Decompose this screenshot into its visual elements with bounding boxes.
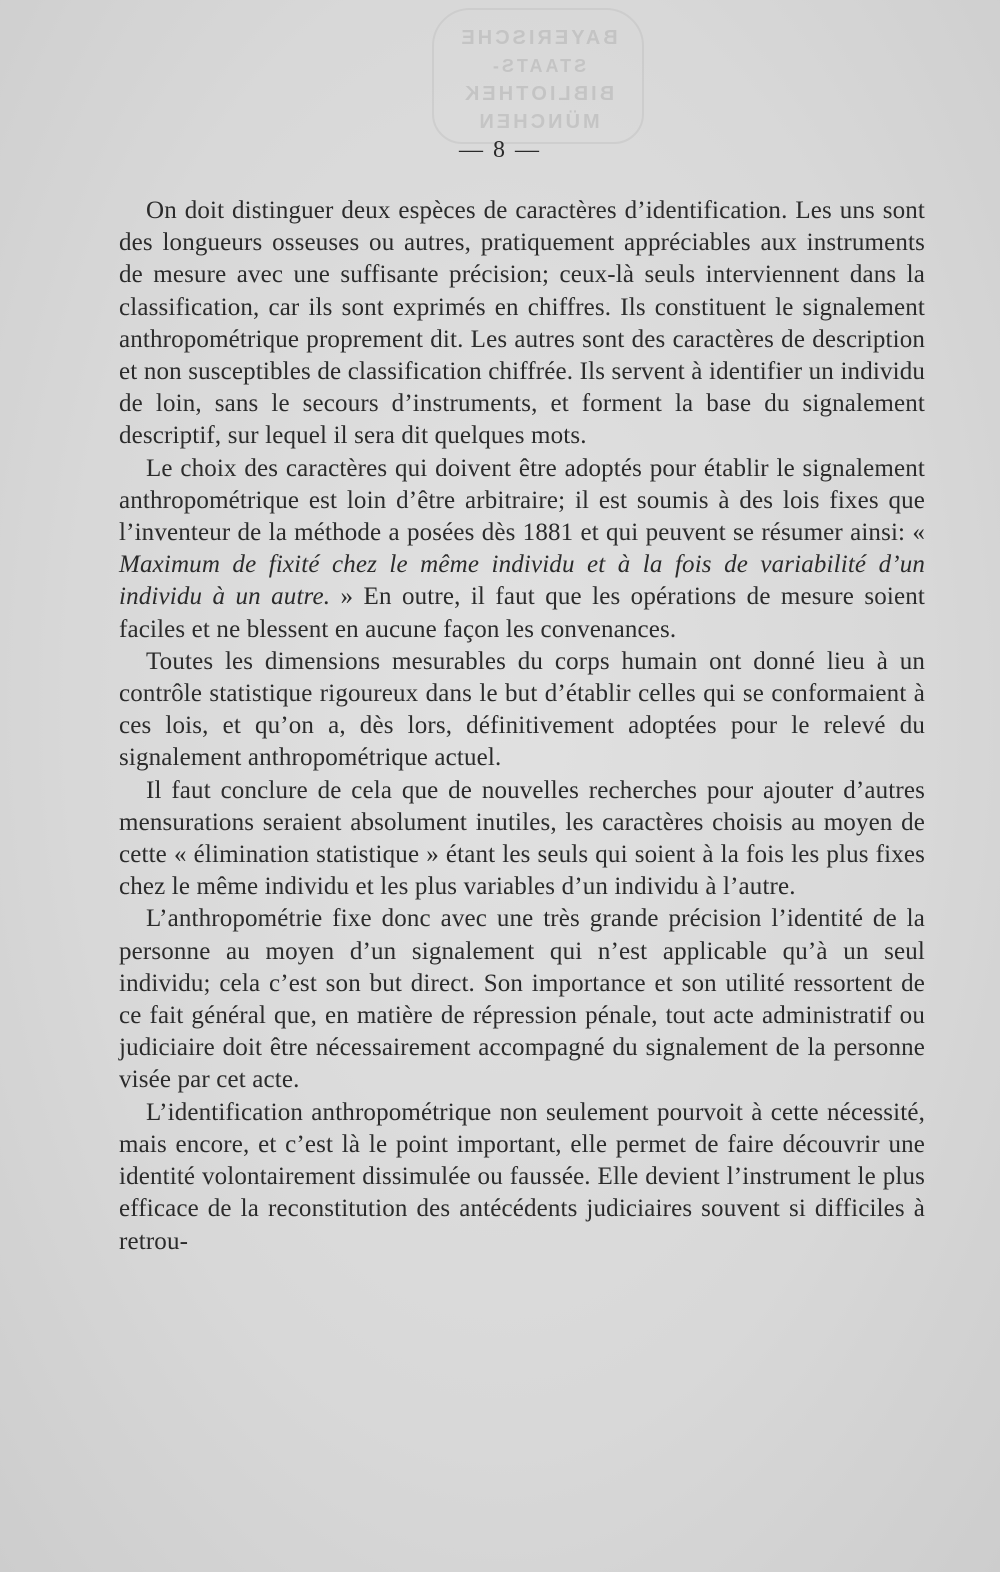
paragraph-4-text: Il faut conclure de cela que de nouvelles recherches pour ajouter d’autres mensurations seraient absolument inutiles, les caractères choisis au moyen de cette « élimination statistique » étant les seuls qui soient à la fois les plus fixes chez le même individu et les plus variables d’un individu à l’autre. [119, 776, 925, 901]
library-stamp [432, 8, 644, 144]
paragraph-2-text-end: » En outre, il faut que les opérations de mesure soient faciles et ne blessent en aucune façon les convenances. [119, 583, 925, 643]
stamp-line-1: BAYERISCHE [458, 27, 618, 49]
paragraph-2-quote: Maximum de fixité chez le même individu et à la fois de variabilité d’un individu à un autre. [119, 551, 925, 611]
stamp-line-4: MÜNCHEN [476, 111, 600, 133]
paragraph-2 [119, 453, 925, 646]
stamp-line-2: STAATS- [489, 56, 587, 76]
paragraph-5-text: L’anthropométrie fixe donc avec une très grande précision l’identité de la personne au moyen d’un signalement qui n’est applicable qu’à un seul individu; cela c’est son but direct. Son importance et son utilité ressortent de ce fait général que, en matière de répression pénale, tout acte administratif ou judiciaire doit être nécessairement accompagné du signalement de la personne visée par cet acte. [119, 905, 925, 1094]
stamp-line-3: BIBLIOTHEK [461, 83, 615, 105]
page-number: — 8 — [459, 137, 541, 163]
paragraph-4 [119, 775, 925, 904]
paragraph-1-text: On doit distinguer deux espèces de caractères d’identification. Les uns sont des longueurs osseuses ou autres, pratiquement appréciables aux instruments de mesure avec une suffisante précision; ceux-là seuls interviennent dans la classification, car ils sont exprimés en chiffres. Ils constituent le signalement anthropométrique proprement dit. Les autres sont des caractères de description et non susceptibles de classification chiffrée. Ils servent à identifier un individu de loin, sans le secours d’instruments, et forment la base du signalement descriptif, sur lequel il sera dit quelques mots. [119, 197, 925, 450]
paragraph-6-text: L’identification anthropométrique non seulement pourvoit à cette nécessité, mais encore, et c’est là le point important, elle permet de faire découvrir une identité volontairement dissimulée ou faussée. Elle devient l’instrument le plus efficace de la reconstitution des antécédents judiciaires souvent si difficiles à retrou- [119, 1098, 925, 1255]
body-text [119, 195, 925, 1258]
paragraph-5 [119, 903, 925, 1096]
paragraph-2-text: Le choix des caractères qui doivent être adoptés pour établir le signalement anthropométrique est loin d’être arbitraire; il est soumis à des lois fixes que l’inventeur de la méthode a posées dès 1881 et qui peuvent se résumer ainsi: « [119, 454, 925, 547]
paragraph-1 [119, 195, 925, 453]
paragraph-6 [119, 1097, 925, 1258]
paragraph-3-text: Toutes les dimensions mesurables du corps humain ont donné lieu à un contrôle statistique rigoureux dans le but d’établir celles qui se conformaient à ces lois, et qu’on a, dès lors, définitivement adoptées pour le relevé du signalement anthropométrique actuel. [119, 647, 925, 772]
paragraph-3 [119, 646, 925, 775]
library-stamp-graphic [434, 10, 642, 142]
